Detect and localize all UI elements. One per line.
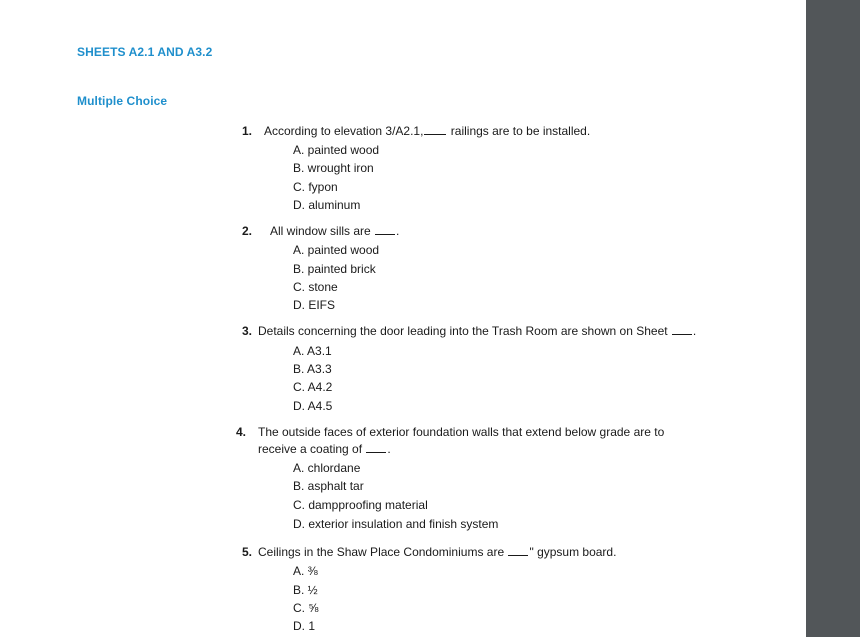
- option-d: D. exterior insulation and finish system: [293, 517, 499, 531]
- sheet-heading: SHEETS A2.1 AND A3.2: [77, 45, 213, 59]
- option-a: A. A3.1: [293, 344, 332, 358]
- option-d: D. A4.5: [293, 399, 333, 413]
- answer-blank: [366, 441, 386, 453]
- answer-blank: [375, 223, 395, 235]
- option-b: B. ½: [293, 583, 318, 597]
- option-c: C. dampproofing material: [293, 498, 428, 512]
- option-a: A. painted wood: [293, 143, 380, 157]
- question-number: 5.: [242, 545, 253, 559]
- option-b: B. asphalt tar: [293, 479, 364, 493]
- option-a: A. painted wood: [293, 243, 380, 257]
- option-b: B. wrought iron: [293, 161, 374, 175]
- question-text: According to elevation 3/A2.1, railings are to be installed.: [264, 124, 591, 138]
- question-text: All window sills are .: [270, 224, 400, 238]
- option-d: D. 1: [293, 619, 316, 633]
- question-text: Details concerning the door leading into the Trash Room are shown on Sheet .: [258, 324, 697, 338]
- question-number: 3.: [242, 324, 253, 338]
- option-a: A. ⅜: [293, 564, 318, 578]
- section-heading: Multiple Choice: [77, 94, 168, 108]
- answer-blank: [672, 323, 692, 335]
- question-text-line-2: receive a coating of .: [258, 442, 391, 456]
- option-d: D. EIFS: [293, 298, 336, 312]
- option-d: D. aluminum: [293, 198, 361, 212]
- question-text-line-1: The outside faces of exterior foundation walls that extend below grade are to: [258, 425, 665, 439]
- answer-blank: [424, 123, 446, 135]
- option-b: B. A3.3: [293, 362, 332, 376]
- answer-blank: [508, 544, 528, 556]
- option-c: C. fypon: [293, 180, 338, 194]
- option-c: C. ⅝: [293, 601, 319, 615]
- question-text: Ceilings in the Shaw Place Condominiums are " gypsum board.: [258, 545, 617, 559]
- option-a: A. chlordane: [293, 461, 361, 475]
- option-b: B. painted brick: [293, 262, 376, 276]
- option-c: C. A4.2: [293, 380, 333, 394]
- viewer-gutter: [806, 0, 860, 637]
- option-c: C. stone: [293, 280, 338, 294]
- question-number: 2.: [242, 224, 253, 238]
- question-number: 1.: [242, 124, 253, 138]
- question-number: 4.: [236, 425, 247, 439]
